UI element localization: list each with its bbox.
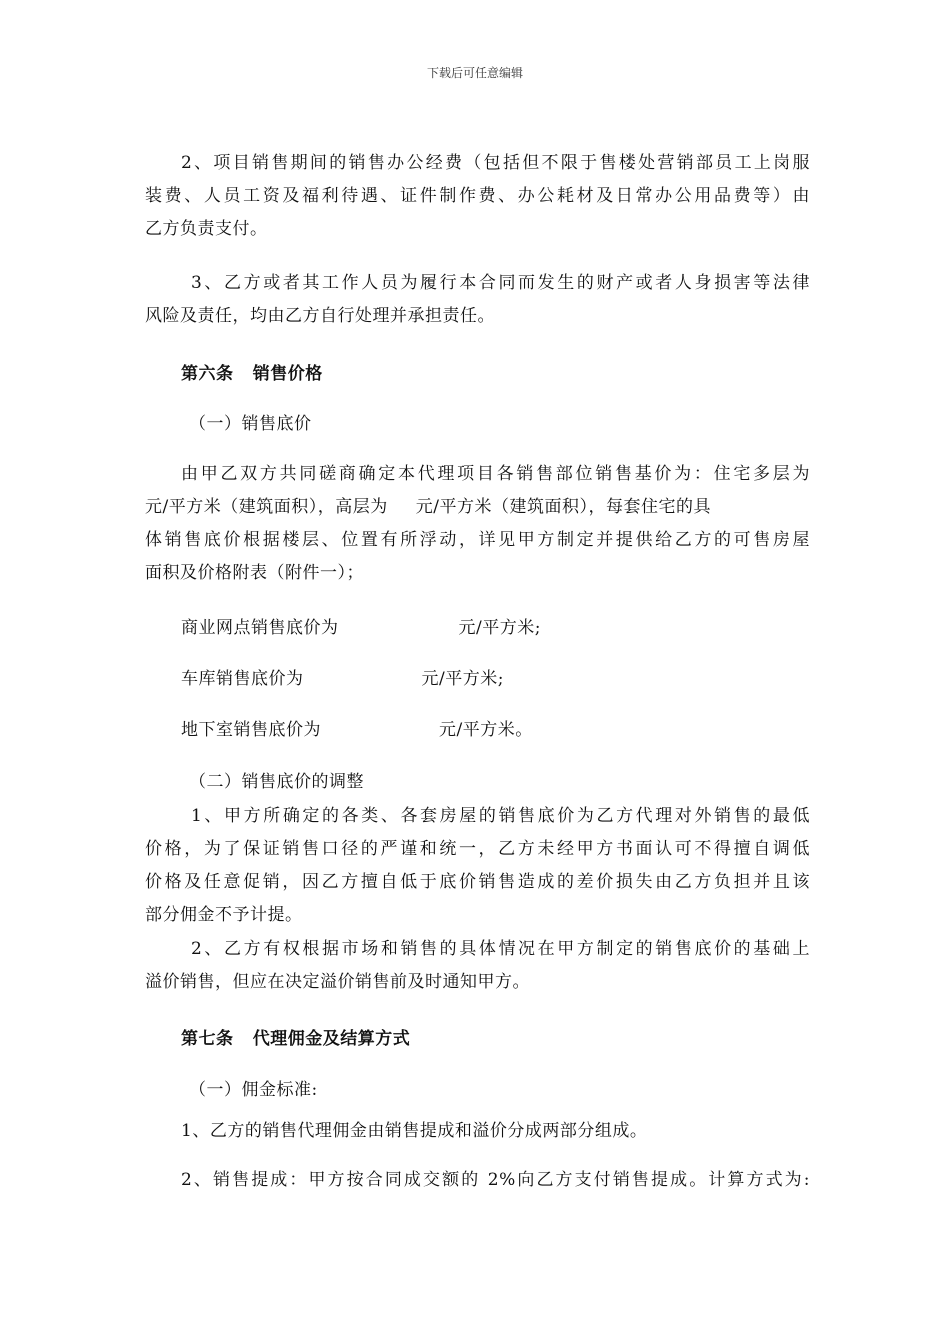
article6-item1-line4: 部分佣金不予计提。: [145, 905, 303, 925]
article7-sub1-heading: （一）佣金标准:: [189, 1080, 318, 1100]
garage-price-unit: 元/平方米;: [421, 669, 504, 689]
article6-sub2-heading: （二）销售底价的调整: [189, 772, 364, 792]
commercial-price-line: [145, 618, 810, 638]
article6-para1-line2a: 元/平方米（建筑面积），高层为: [145, 497, 388, 517]
commercial-price-label: 商业网点销售底价为: [181, 618, 339, 638]
article6-para1-line2b: 元/平方米（建筑面积），每套住宅的具: [415, 497, 711, 517]
article6-item1-line2: 价格，为了保证销售口径的严谨和统一，乙方未经甲方书面认可不得擅自调低: [145, 839, 810, 859]
article6-para1-line2: [145, 497, 810, 517]
article6-item2-line1: 2、乙方有权根据市场和销售的具体情况在甲方制定的销售底价的基础上: [191, 939, 810, 959]
garage-price-line: [145, 669, 810, 689]
garage-price-label: 车库销售底价为: [181, 669, 304, 689]
page-header: 下载后可任意编辑: [426, 66, 523, 80]
article6-sub1-heading: （一）销售底价: [189, 414, 312, 434]
article7-item1: 1、乙方的销售代理佣金由销售提成和溢价分成两部分组成。: [181, 1121, 648, 1141]
clause5-item2-line3: 乙方负责支付。: [145, 219, 268, 239]
article7-item2: 2、销售提成：甲方按合同成交额的 2%向乙方支付销售提成。计算方式为:: [181, 1170, 810, 1190]
article7-heading: 第七条 代理佣金及结算方式: [181, 1029, 411, 1049]
commercial-price-unit: 元/平方米;: [458, 618, 541, 638]
article6-item2-line2: 溢价销售，但应在决定溢价销售前及时通知甲方。: [145, 972, 530, 992]
article6-item1-line3: 价格及任意促销，因乙方擅自低于底价销售造成的差价损失由乙方负担并且该: [145, 872, 810, 892]
clause5-item3-line2: 风险及责任，均由乙方自行处理并承担责任。: [145, 306, 495, 326]
article6-item1-line1: 1、甲方所确定的各类、各套房屋的销售底价为乙方代理对外销售的最低: [191, 806, 810, 826]
basement-price-line: [145, 720, 810, 740]
article6-heading: 第六条 销售价格: [181, 364, 323, 384]
article6-para1-line1: 由甲乙双方共同磋商确定本代理项目各销售部位销售基价为：住宅多层为: [181, 464, 810, 484]
article6-para1-line4: 面积及价格附表（附件一）；: [145, 563, 364, 583]
article6-para1-line3: 体销售底价根据楼层、位置有所浮动，详见甲方制定并提供给乙方的可售房屋: [145, 530, 810, 550]
basement-price-label: 地下室销售底价为: [181, 720, 321, 740]
basement-price-unit: 元/平方米。: [439, 720, 533, 740]
clause5-item3-line1: 3、乙方或者其工作人员为履行本合同而发生的财产或者人身损害等法律: [191, 273, 810, 293]
clause5-item2-line2: 装费、人员工资及福利待遇、证件制作费、办公耗材及日常办公用品费等）由: [145, 186, 810, 206]
clause5-item2-line1: 2、项目销售期间的销售办公经费（包括但不限于售楼处营销部员工上岗服: [181, 153, 810, 173]
